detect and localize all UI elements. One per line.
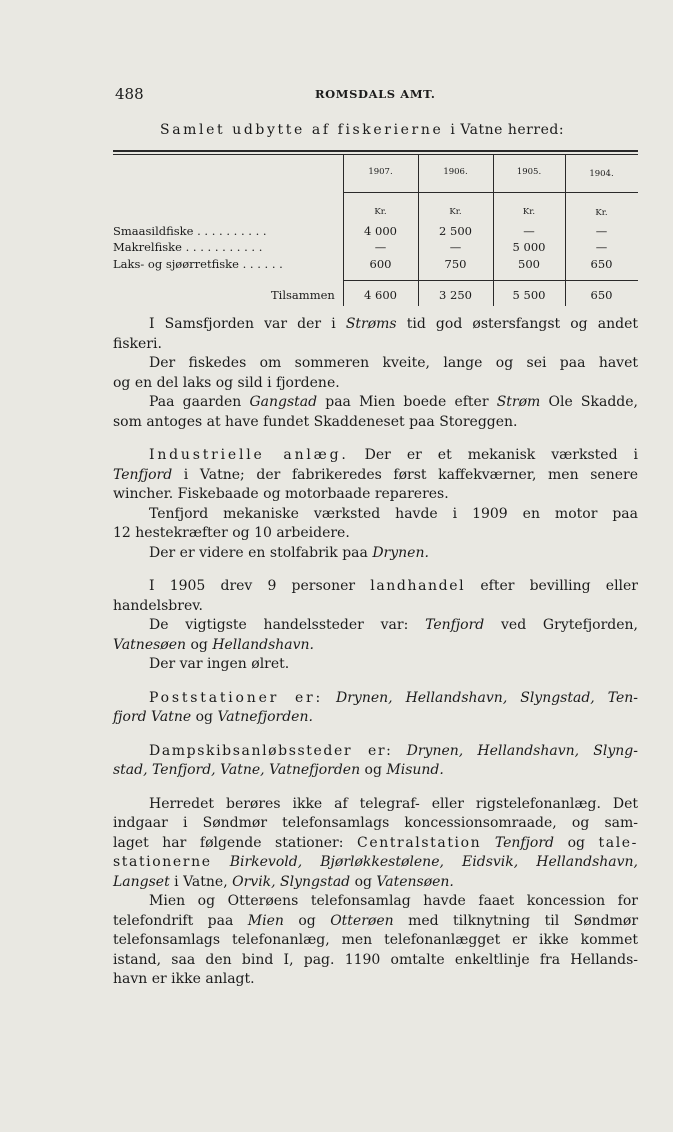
table-cell: — <box>449 240 462 254</box>
paragraph-line: istand, saa den bind I, pag. 1190 omtalte enkeltlinje fra Hellands- <box>113 951 638 968</box>
total-cell: 650 <box>590 288 613 302</box>
paragraph-line: I Samsfjorden var der i Strøms tid god østersfangst og andet <box>149 316 638 332</box>
total-cell: 5 500 <box>512 288 546 302</box>
table-cell: 600 <box>369 257 392 271</box>
paragraph-line: laget har følgende stationer: Centralstation Tenfjord og tale- <box>113 834 639 851</box>
unit-label: Kr. <box>374 207 387 217</box>
table-cell: 4 000 <box>364 224 397 238</box>
paragraph-line: De vigtigste handelssteder var: Tenfjord ved Grytefjorden, <box>149 617 638 633</box>
unit-label: Kr. <box>595 208 608 218</box>
paragraph-line: og en del laks og sild i fjordene. <box>113 374 340 391</box>
unit-label: Kr. <box>522 207 536 217</box>
paragraph-line: fiskeri. <box>113 335 162 352</box>
paragraph-line: Der er videre en stolfabrik paa Drynen. <box>149 544 429 561</box>
table-cell: 750 <box>444 257 467 271</box>
table-cell: 2 500 <box>439 224 472 238</box>
body-text <box>113 315 638 990</box>
paragraph-line: Tenfjord mekaniske værksted havde i 1909 en motor paa <box>149 505 638 522</box>
paragraph-line: som antoges at have fundet Skaddeneset paa Storeggen. <box>113 413 518 430</box>
paragraph-line: 12 hestekræfter og 10 arbeidere. <box>113 525 350 541</box>
total-label: Tilsammen <box>271 288 335 302</box>
total-cell: 4 600 <box>364 288 397 302</box>
paragraph-line: telefondrift paa Mien og Otterøen med tilknytning til Søndmør <box>113 912 639 929</box>
table-cell: 650 <box>590 257 613 271</box>
table-cell: — <box>374 240 387 254</box>
year-header: 1905. <box>516 167 542 177</box>
page-header <box>115 85 635 105</box>
paragraph-line: fjord Vatne og Vatnefjorden. <box>113 709 313 725</box>
paragraph-line: Vatnesøen og Hellandshavn. <box>113 636 315 653</box>
row-label: Laks- og sjøørretfiske . . . . . . <box>113 257 283 271</box>
paragraph-line: Poststationer er: Drynen, Hellandshavn, Slyngstad, Ten- <box>149 689 638 706</box>
paragraph-line: Industrielle anlæg. Der er et mekanisk værksted i <box>149 447 639 463</box>
total-cell: 3 250 <box>439 288 472 302</box>
paragraph-line: Tenfjord i Vatne; der fabrikeredes først kaffekværner, men senere <box>113 466 638 483</box>
paragraph-line: indgaar i Søndmør telefonsamlags koncessionsomraade, og sam- <box>113 815 638 831</box>
table-top-rule-thin <box>113 154 638 155</box>
year-header: 1906. <box>443 167 468 177</box>
paragraph-line: Dampskibsanløbssteder er: Drynen, Hellandshavn, Slyng- <box>149 742 638 759</box>
table-top-rule <box>113 150 638 152</box>
catch-table <box>113 150 638 310</box>
paragraph-line: Paa gaarden Gangstad paa Mien boede efter Strøm Ole Skadde, <box>149 394 638 410</box>
page-number: 488 <box>115 85 144 103</box>
table-cell: — <box>595 240 608 254</box>
paragraph-line: stad, Tenfjord, Vatne, Vatnefjorden og Misund. <box>113 762 444 778</box>
paragraph-line: Mien og Otterøens telefonsamlag havde faaet koncession for <box>149 893 638 909</box>
table-title-spaced: Samlet udbytte af fiskerierne <box>160 122 444 138</box>
table-header-rule <box>343 192 638 193</box>
paragraph-line: I 1905 drev 9 personer landhandel efter bevilling eller <box>149 578 638 594</box>
paragraph-line: wincher. Fiskebaade og motorbaade repareres. <box>113 486 449 502</box>
paragraph-line: havn er ikke anlagt. <box>113 971 255 987</box>
paragraph-line: handelsbrev. <box>113 597 203 614</box>
row-label: Smaasildfiske . . . . . . . . . . <box>113 224 267 238</box>
paragraph-line: telefonsamlags telefonanlæg, men telefonanlægget er ikke kommet <box>113 932 638 948</box>
table-title-rest: i Vatne herred: <box>450 122 565 138</box>
unit-label: Kr. <box>449 207 462 217</box>
paragraph-line: Langset i Vatne, Orvik, Slyngstad og Vatensøen. <box>113 873 454 890</box>
year-header: 1904. <box>589 169 614 179</box>
table-cell: 500 <box>518 257 540 271</box>
paragraph-line: Herredet berøres ikke af telegraf- eller rigstelefonanlæg. Det <box>149 795 638 812</box>
paragraph-line: stationerne Birkevold, Bjørløkkestølene, Eidsvik, Hellandshavn, <box>113 854 638 870</box>
paragraph-line: Der var ingen ølret. <box>149 656 290 672</box>
year-header: 1907. <box>368 167 393 177</box>
table-cell: — <box>595 224 608 238</box>
table-total-rule <box>343 280 638 281</box>
table-title <box>160 122 564 138</box>
table-cell: — <box>523 224 535 238</box>
paragraph-line: Der fiskedes om sommeren kveite, lange og sei paa havet <box>149 355 638 371</box>
running-head: ROMSDALS AMT. <box>315 87 436 101</box>
row-label: Makrelfiske . . . . . . . . . . . <box>113 240 263 254</box>
table-cell: 5 000 <box>512 240 546 254</box>
